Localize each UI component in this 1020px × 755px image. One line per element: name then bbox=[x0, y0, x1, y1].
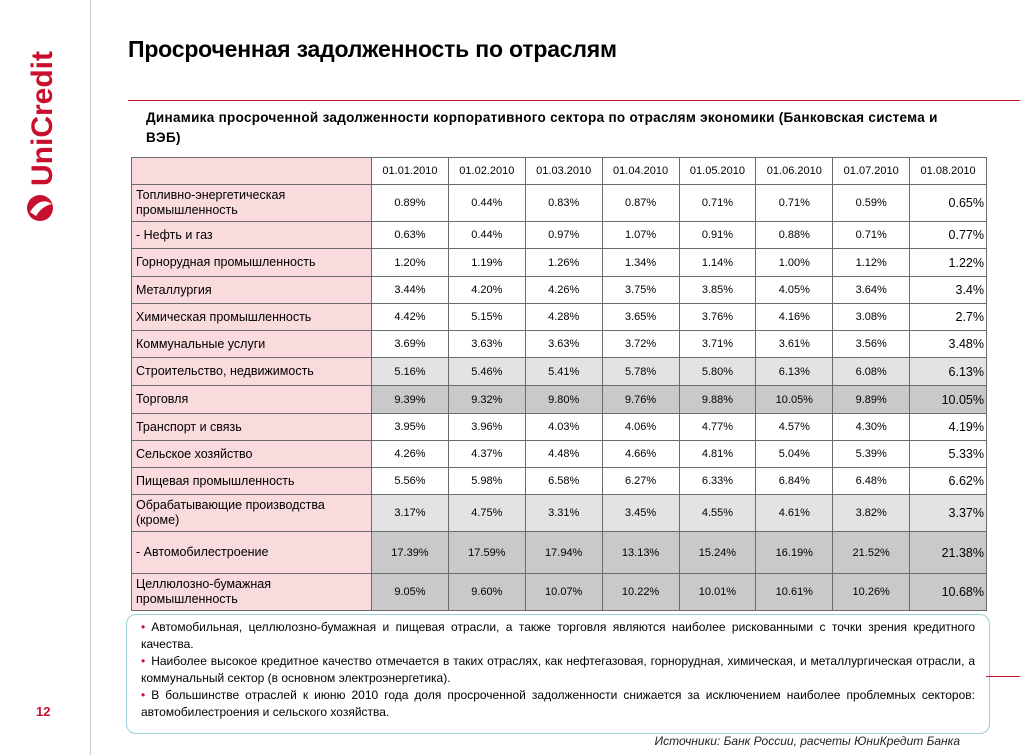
table-row bbox=[132, 185, 987, 222]
table-cell: 21.52% bbox=[833, 532, 910, 574]
table-cell: 10.68% bbox=[910, 574, 987, 611]
column-header: 01.08.2010 bbox=[910, 158, 987, 185]
table-cell: 5.15% bbox=[448, 304, 525, 331]
table-cell: 5.16% bbox=[372, 358, 449, 386]
row-label: Горнорудная промышленность bbox=[132, 249, 372, 277]
table-cell: 1.22% bbox=[910, 249, 987, 277]
table-cell: 3.17% bbox=[372, 495, 449, 532]
row-label: Химическая промышленность bbox=[132, 304, 372, 331]
table-cell: 10.01% bbox=[679, 574, 756, 611]
table-cell: 4.55% bbox=[679, 495, 756, 532]
table-subtitle: Динамика просроченной задолженности корпоративного сектора по отраслям экономики (Банковская система и ВЭБ) bbox=[146, 110, 938, 145]
table-row bbox=[132, 222, 987, 249]
table-cell: 3.08% bbox=[833, 304, 910, 331]
table-cell: 6.33% bbox=[679, 468, 756, 495]
note-item: • Наиболее высокое кредитное качество отмечается в таких отраслях, как нефтегазовая, горнорудная, химическая, и металлургическая отрасли, а коммунальный сектор (в основном электроэнергетика). bbox=[141, 654, 975, 685]
table-cell: 17.39% bbox=[372, 532, 449, 574]
table-cell: 3.96% bbox=[448, 414, 525, 441]
table-cell: 6.13% bbox=[756, 358, 833, 386]
table-cell: 1.20% bbox=[372, 249, 449, 277]
note-item: • Автомобильная, целлюлозно-бумажная и пищевая отрасли, а также торговля являются наиболее рискованными с точки зрения кредитного качества. bbox=[141, 620, 975, 651]
page-title: Просроченная задолженность по отраслям bbox=[128, 36, 617, 62]
table-row bbox=[132, 304, 987, 331]
table-cell: 6.62% bbox=[910, 468, 987, 495]
table-row bbox=[132, 414, 987, 441]
table-cell: 9.76% bbox=[602, 386, 679, 414]
table-cell: 3.48% bbox=[910, 331, 987, 358]
table-cell: 10.22% bbox=[602, 574, 679, 611]
table-cell: 17.59% bbox=[448, 532, 525, 574]
data-table bbox=[131, 157, 987, 611]
table-cell: 0.71% bbox=[756, 185, 833, 222]
table-cell: 1.19% bbox=[448, 249, 525, 277]
table-cell: 1.34% bbox=[602, 249, 679, 277]
notes-box bbox=[126, 614, 990, 734]
sidebar-divider bbox=[90, 0, 91, 755]
table-cell: 3.63% bbox=[448, 331, 525, 358]
table-cell: 10.07% bbox=[525, 574, 602, 611]
table-row bbox=[132, 277, 987, 304]
table-cell: 1.07% bbox=[602, 222, 679, 249]
table-cell: 4.61% bbox=[756, 495, 833, 532]
table-cell: 5.04% bbox=[756, 441, 833, 468]
table-cell: 5.33% bbox=[910, 441, 987, 468]
table-cell: 6.48% bbox=[833, 468, 910, 495]
table-row bbox=[132, 468, 987, 495]
table-cell: 3.95% bbox=[372, 414, 449, 441]
table-cell: 0.71% bbox=[833, 222, 910, 249]
table-cell: 5.39% bbox=[833, 441, 910, 468]
table-cell: 4.16% bbox=[756, 304, 833, 331]
table-cell: 9.89% bbox=[833, 386, 910, 414]
table-cell: 10.26% bbox=[833, 574, 910, 611]
table-cell: 9.80% bbox=[525, 386, 602, 414]
column-header: 01.03.2010 bbox=[525, 158, 602, 185]
table-cell: 16.19% bbox=[756, 532, 833, 574]
notes-divider bbox=[986, 676, 1020, 677]
table-row bbox=[132, 331, 987, 358]
row-label: Пищевая промышленность bbox=[132, 468, 372, 495]
table-cell: 4.26% bbox=[525, 277, 602, 304]
table-cell: 6.58% bbox=[525, 468, 602, 495]
table-cell: 0.91% bbox=[679, 222, 756, 249]
table-cell: 4.75% bbox=[448, 495, 525, 532]
table-cell: 5.41% bbox=[525, 358, 602, 386]
table-cell: 3.63% bbox=[525, 331, 602, 358]
bullet-icon: • bbox=[141, 654, 146, 668]
row-label: - Нефть и газ bbox=[132, 222, 372, 249]
row-label: - Автомобилестроение bbox=[132, 532, 372, 574]
table-cell: 5.56% bbox=[372, 468, 449, 495]
table-row bbox=[132, 574, 987, 611]
table-cell: 10.05% bbox=[756, 386, 833, 414]
table-row bbox=[132, 249, 987, 277]
column-header: 01.07.2010 bbox=[833, 158, 910, 185]
subtitle-divider bbox=[128, 100, 1020, 101]
table-cell: 3.45% bbox=[602, 495, 679, 532]
table-cell: 3.65% bbox=[602, 304, 679, 331]
table-cell: 4.57% bbox=[756, 414, 833, 441]
table-cell: 17.94% bbox=[525, 532, 602, 574]
column-header: 01.01.2010 bbox=[372, 158, 449, 185]
table-cell: 4.05% bbox=[756, 277, 833, 304]
table-cell: 3.85% bbox=[679, 277, 756, 304]
table-cell: 0.88% bbox=[756, 222, 833, 249]
table-cell: 0.63% bbox=[372, 222, 449, 249]
source-note: Источники: Банк России, расчеты ЮниКредит Банка bbox=[654, 734, 960, 748]
table-cell: 0.83% bbox=[525, 185, 602, 222]
table-row bbox=[132, 386, 987, 414]
table-row bbox=[132, 358, 987, 386]
table-header-row bbox=[132, 158, 987, 185]
table-cell: 5.80% bbox=[679, 358, 756, 386]
table-cell: 0.71% bbox=[679, 185, 756, 222]
row-label: Коммунальные услуги bbox=[132, 331, 372, 358]
row-label: Целлюлозно-бумажная промышленность bbox=[132, 574, 372, 611]
table-cell: 1.12% bbox=[833, 249, 910, 277]
column-header: 01.06.2010 bbox=[756, 158, 833, 185]
column-header: 01.05.2010 bbox=[679, 158, 756, 185]
table-cell: 4.19% bbox=[910, 414, 987, 441]
table-cell: 5.98% bbox=[448, 468, 525, 495]
table-cell: 3.82% bbox=[833, 495, 910, 532]
table-cell: 4.30% bbox=[833, 414, 910, 441]
table-cell: 4.20% bbox=[448, 277, 525, 304]
table-cell: 3.31% bbox=[525, 495, 602, 532]
table-cell: 3.61% bbox=[756, 331, 833, 358]
table-cell: 9.88% bbox=[679, 386, 756, 414]
table-cell: 4.03% bbox=[525, 414, 602, 441]
table-row bbox=[132, 532, 987, 574]
table-corner-cell bbox=[132, 158, 372, 185]
table-cell: 0.97% bbox=[525, 222, 602, 249]
table-cell: 4.81% bbox=[679, 441, 756, 468]
table-row bbox=[132, 495, 987, 532]
table-cell: 4.26% bbox=[372, 441, 449, 468]
table-cell: 0.87% bbox=[602, 185, 679, 222]
table-cell: 10.05% bbox=[910, 386, 987, 414]
table-cell: 3.69% bbox=[372, 331, 449, 358]
table-cell: 5.78% bbox=[602, 358, 679, 386]
table-cell: 0.59% bbox=[833, 185, 910, 222]
table-cell: 3.76% bbox=[679, 304, 756, 331]
table-cell: 4.06% bbox=[602, 414, 679, 441]
table-row bbox=[132, 441, 987, 468]
table-cell: 3.44% bbox=[372, 277, 449, 304]
table-cell: 6.13% bbox=[910, 358, 987, 386]
table-cell: 3.4% bbox=[910, 277, 987, 304]
row-label: Транспорт и связь bbox=[132, 414, 372, 441]
table-cell: 9.60% bbox=[448, 574, 525, 611]
table-cell: 3.56% bbox=[833, 331, 910, 358]
table-cell: 1.26% bbox=[525, 249, 602, 277]
row-label: Обрабатывающие производства (кроме) bbox=[132, 495, 372, 532]
table-cell: 4.66% bbox=[602, 441, 679, 468]
table-cell: 3.75% bbox=[602, 277, 679, 304]
table-cell: 0.44% bbox=[448, 185, 525, 222]
table-cell: 5.46% bbox=[448, 358, 525, 386]
row-label: Торговля bbox=[132, 386, 372, 414]
table-cell: 0.77% bbox=[910, 222, 987, 249]
table-cell: 4.77% bbox=[679, 414, 756, 441]
table-cell: 6.08% bbox=[833, 358, 910, 386]
table-cell: 15.24% bbox=[679, 532, 756, 574]
table-cell: 0.44% bbox=[448, 222, 525, 249]
table-cell: 4.37% bbox=[448, 441, 525, 468]
table-cell: 1.14% bbox=[679, 249, 756, 277]
row-label: Металлургия bbox=[132, 277, 372, 304]
logo-wordmark: UniCredit bbox=[26, 51, 59, 186]
bullet-icon: • bbox=[141, 620, 146, 634]
table-cell: 6.27% bbox=[602, 468, 679, 495]
table-cell: 3.64% bbox=[833, 277, 910, 304]
table-cell: 13.13% bbox=[602, 532, 679, 574]
table-cell: 21.38% bbox=[910, 532, 987, 574]
table-cell: 0.65% bbox=[910, 185, 987, 222]
table-cell: 0.89% bbox=[372, 185, 449, 222]
column-header: 01.04.2010 bbox=[602, 158, 679, 185]
row-label: Топливно-энергетическая промышленность bbox=[132, 185, 372, 222]
table-cell: 10.61% bbox=[756, 574, 833, 611]
column-header: 01.02.2010 bbox=[448, 158, 525, 185]
page-number: 12 bbox=[36, 704, 51, 719]
row-label: Сельское хозяйство bbox=[132, 441, 372, 468]
table-cell: 2.7% bbox=[910, 304, 987, 331]
table-cell: 4.48% bbox=[525, 441, 602, 468]
table-cell: 6.84% bbox=[756, 468, 833, 495]
table-cell: 3.72% bbox=[602, 331, 679, 358]
table-cell: 9.39% bbox=[372, 386, 449, 414]
table-cell: 9.05% bbox=[372, 574, 449, 611]
table-cell: 3.37% bbox=[910, 495, 987, 532]
note-item: • В большинстве отраслей к июню 2010 года доля просроченной задолженности снижается за исключением наиболее проблемных секторов: автомобилестроения и сельского хозяйства. bbox=[141, 688, 975, 719]
bullet-icon: • bbox=[141, 688, 146, 702]
unicredit-logo bbox=[22, 36, 62, 226]
table-cell: 4.42% bbox=[372, 304, 449, 331]
table-cell: 9.32% bbox=[448, 386, 525, 414]
row-label: Строительство, недвижимость bbox=[132, 358, 372, 386]
table-cell: 4.28% bbox=[525, 304, 602, 331]
table-cell: 3.71% bbox=[679, 331, 756, 358]
table-cell: 1.00% bbox=[756, 249, 833, 277]
